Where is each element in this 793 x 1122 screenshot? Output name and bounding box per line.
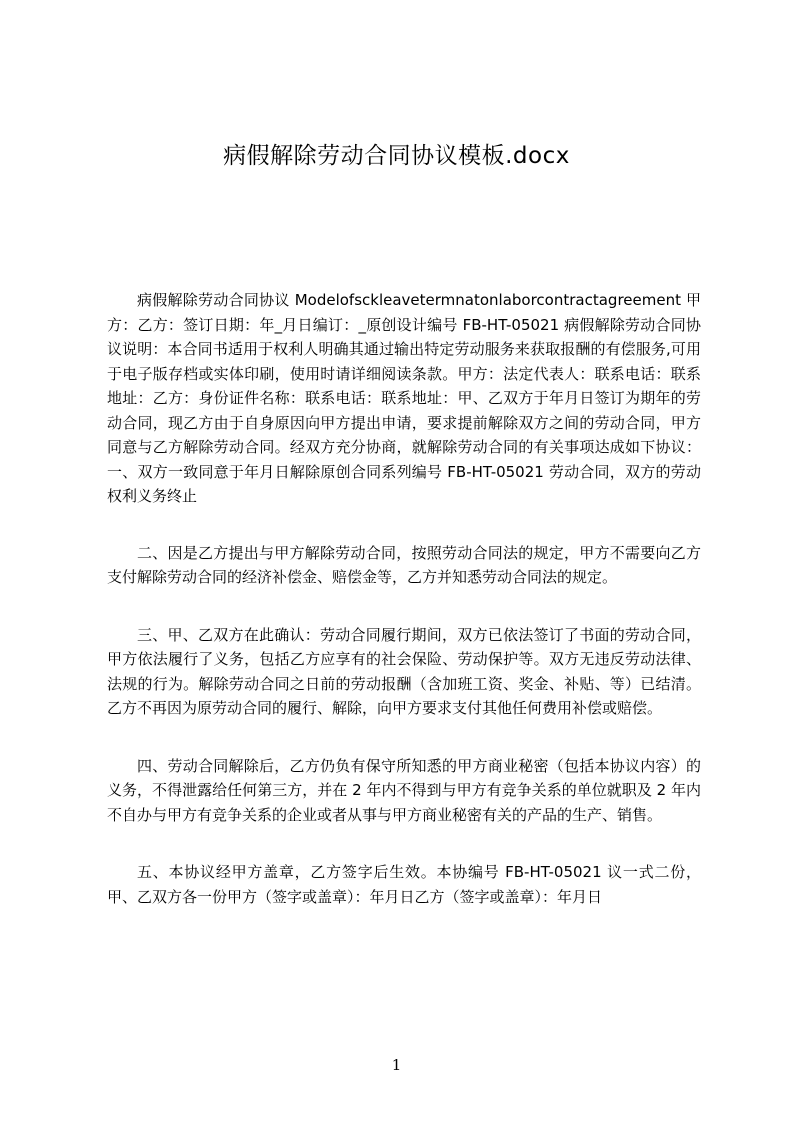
paragraph-article-2: 二、因是乙方提出与甲方解除劳动合同，按照劳动合同法的规定，甲方不需要向乙方支付解除劳动合同的经济补偿金、赔偿金等，乙方并知悉劳动合同法的规定。	[107, 543, 701, 586]
document-body	[107, 288, 701, 942]
document-title: 病假解除劳动合同协议模板.docx	[223, 143, 570, 169]
paragraph-article-3: 三、甲、乙双方在此确认：劳动合同履行期间，双方已依法签订了书面的劳动合同，甲方依法履行了义务，包括乙方应享有的社会保险、劳动保护等。双方无违反劳动法律、法规的行为。解除劳动合同之日前的劳动报酬（含加班工资、奖金、补贴、等）已结清。乙方不再因为原劳动合同的履行、解除，向甲方要求支付其他任何费用补偿或赔偿。	[107, 625, 701, 717]
paragraph-intro-and-article-1: 病假解除劳动合同协议 Modelofsckleavetermnatonlaborcontractagreement 甲方：乙方：签订日期：年_月日编订：_原创设计编号 FB-HT-05021 病假解除劳动合同协议说明：本合同书适用于权利人明确其通过输出特定劳动服务来获取报酬的有偿服务,可用于电子版存档或实体印刷，使用时请详细阅读条款。甲方：法定代表人：联系电话：联系地址：乙方：身份证件名称：联系电话：联系地址：甲、乙双方于年月日签订为期年的劳动合同，现乙方由于自身原因向甲方提出申请，要求提前解除双方之间的劳动合同，甲方同意与乙方解除劳动合同。经双方充分协商，就解除劳动合同的有关事项达成如下协议：一、双方一致同意于年月日解除原创合同系列编号 FB-HT-05021 劳动合同，双方的劳动权利义务终止	[107, 291, 701, 505]
paragraph-article-5: 五、本协议经甲方盖章，乙方签字后生效。本协编号 FB-HT-05021 议一式二份，甲、乙双方各一份甲方（签字或盖章）：年月日乙方（签字或盖章）：年月日	[107, 863, 701, 906]
page-number: 1	[391, 1056, 402, 1074]
paragraph-article-4: 四、劳动合同解除后，乙方仍负有保守所知悉的甲方商业秘密（包括本协议内容）的义务，不得泄露给任何第三方，并在 2 年内不得到与甲方有竞争关系的单位就职及 2 年内不自办与甲方有竞争关系的企业或者从事与甲方商业秘密有关的产品的生产、销售。	[107, 756, 701, 824]
